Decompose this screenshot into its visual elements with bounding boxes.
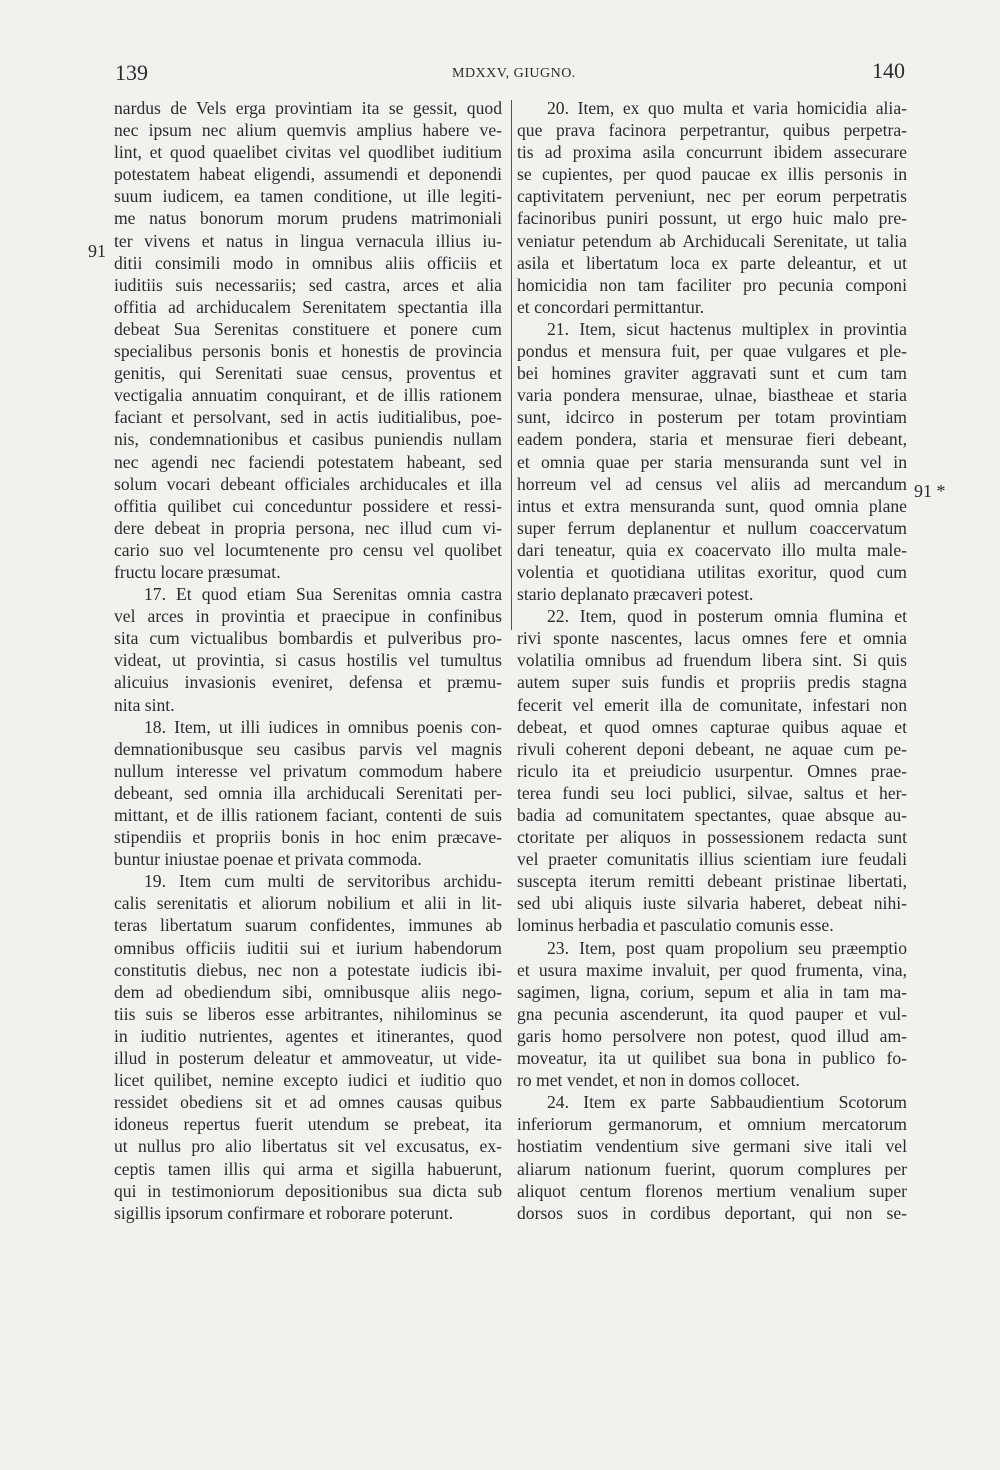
text-line: ut nullus pro alio libertatus sit vel excusatus, ex- <box>114 1136 502 1157</box>
text-line: inferiorum germanorum, et omnium mercatorum <box>517 1114 907 1135</box>
text-line: intus et extra mensuranda sunt, quod omnia plane <box>517 495 907 516</box>
text-line: vel praeter comunitatis illius scientiam iure feudali <box>517 849 907 870</box>
text-line: sita cum victualibus bombardis et pulveribus pro- <box>114 628 502 649</box>
text-line: faciant et persolvant, sed in actis iuditialibus, poe- <box>114 407 502 428</box>
text-line: facinoribus puniri possunt, ut ergo huic malo pre- <box>517 208 907 229</box>
text-line: suscepta iterum remitti debeant pristinae libertati, <box>517 871 907 892</box>
text-line: solum vocari debeant officiales archiducales et illa <box>114 473 502 494</box>
text-line: varia pondera mensurae, ulnae, biastheae et staria <box>517 385 907 406</box>
text-line: suum iudicem, ea tamen conditione, ut ille legiti- <box>114 186 502 207</box>
text-line: stario deplanato præcaveri potest. <box>517 584 754 605</box>
text-line: genitis, qui Serenitati suae census, proventus et <box>114 363 502 384</box>
text-line: tiis suis se liberos esse arbitrantes, nihilominus se <box>114 1003 502 1024</box>
text-line: et usura maxime invaluit, per quod frumenta, vina, <box>517 959 907 980</box>
text-line: qui in testimoniorum depositionibus sua dicta sub <box>114 1180 502 1201</box>
text-line: volatilia omnibus ad fruendum libera sint. Si quis <box>517 650 907 671</box>
text-line: dem ad obediendum sibi, omnibusque aliis nego- <box>114 981 502 1002</box>
text-line: dere debeat in propria persona, nec illud cum vi- <box>114 517 502 538</box>
text-line: alicuius invasionis eveniret, defensa et præmu- <box>114 672 502 693</box>
page-header <box>0 58 1000 88</box>
text-line: ceptis tamen illis qui arma et sigilla habuerunt, <box>114 1158 502 1179</box>
text-line: aliarum nationum fuerint, quorum complures per <box>517 1158 907 1179</box>
text-line: stipendiis et propriis bonis in hoc enim præcave- <box>114 827 502 848</box>
text-line: nis, condemnationibus et casibus puniendis nullam <box>114 429 502 450</box>
text-line: volentia et quotidiana utilitas exoritur, quod cum <box>517 561 907 582</box>
text-line: dorsos suos in cordibus deportant, qui non se- <box>517 1202 907 1223</box>
text-line: nullum interesse vel privatum commodum habere <box>114 760 502 781</box>
text-line: in iuditio nutrientes, agentes et itinerantes, quod <box>114 1025 502 1046</box>
text-line: terea fundi seu loci publici, silvae, saltus et her- <box>517 782 907 803</box>
text-line: videat, ut provintia, si casus hostilis vel tumultus <box>114 650 502 671</box>
text-line: captivitatem perveniunt, nec per eorum perpetratis <box>517 186 907 207</box>
text-line: vectigalia annuatim conquirant, et de illis rationem <box>114 385 502 406</box>
text-line: ressidet obediens sit et ad omnes causas quibus <box>114 1092 502 1113</box>
text-line: buntur iniustae poenae et privata commoda. <box>114 849 422 870</box>
text-line: eadem pondera, staria et mensurae fieri debeant, <box>517 429 907 450</box>
text-line: nec ipsum nec alium quemvis amplius habere ve- <box>114 120 502 141</box>
text-line: aliquot centum florenos mertium venalium super <box>517 1180 907 1201</box>
text-line: badia ad comunitatem spectantes, quae absque au- <box>517 805 907 825</box>
text-line: rivuli coherent deponi debeant, ne aquae cum pe- <box>517 738 907 759</box>
text-line: hostiatim vendentium sive germani sive itali vel <box>517 1136 907 1157</box>
running-title: MDXXV, GIUGNO. <box>452 66 576 81</box>
text-line: teras libertatum suarum confidentes, immunes ab <box>114 915 502 936</box>
text-line: se cupientes, per quod paucae ex illis personis in <box>517 164 907 185</box>
margin-note-left: 91 <box>88 241 106 261</box>
text-line: lint, et quod quaelibet civitas vel quodlibet iuditium <box>114 142 502 163</box>
text-line: debeant, sed omnia illa archiducali Serenitati per- <box>114 782 502 803</box>
text-line: fecerit vel emerit illa de comunitate, infestari non <box>517 694 907 715</box>
right-column <box>517 97 907 1224</box>
text-line: debeat Sua Serenitas constituere et ponere cum <box>114 318 502 339</box>
text-line: autem super suis fundis et propriis predis stagna <box>517 672 907 693</box>
text-line: ditii consimili modo in omnibus aliis officiis et <box>114 252 502 273</box>
text-line: vel arces in provintia et praecipue in confinibus <box>114 606 502 627</box>
text-line: debeat, et quod omnes capturae quibus aquae et <box>517 716 907 737</box>
text-line: sed ubi aliquis iuste silvaria haberet, debeat nihi- <box>517 893 907 914</box>
text-line: illud in posterum deleatur et ammoveatur, ut vide- <box>114 1048 502 1069</box>
text-line: offitia quilibet cui conceduntur possidere et ressi- <box>114 495 502 516</box>
text-line: demnationibusque seu casibus parvis vel magnis <box>114 738 502 759</box>
text-line: dari teneatur, quia ex coacervato illo multa male- <box>517 539 907 560</box>
text-line: mittant, et de illis rationem faciant, contenti de suis <box>114 805 502 825</box>
text-line: licet quilibet, nemine excepto iudici et iuditio quo <box>114 1070 502 1091</box>
text-line: que prava facinora perpetrantur, quibus perpetra- <box>517 120 907 141</box>
text-line: fructu locare præsumat. <box>114 561 281 582</box>
text-line: potestatem habeat eligendi, assumendi et deponendi <box>114 164 502 185</box>
text-line: 24. Item ex parte Sabbaudientium Scotorum <box>547 1092 907 1113</box>
text-line: specialibus personis bonis et honestis de provincia <box>114 341 502 362</box>
text-line: super ferrum deplanentur et nullum coaccervatum <box>517 517 907 538</box>
text-line: asila et libertatum loca ex parte deleantur, et ut <box>517 252 907 273</box>
text-line: ter vivens et natus in lingua vernacula illius iu- <box>114 230 502 251</box>
text-line: idoneus repertus fuerit utendum se prebeat, ita <box>114 1114 502 1135</box>
text-line: sigillis ipsorum confirmare et roborare poterunt. <box>114 1202 454 1223</box>
text-line: 21. Item, sicut hactenus multiplex in provintia <box>547 318 907 339</box>
text-line: 22. Item, quod in posterum omnia flumina et <box>547 606 907 627</box>
text-line: et concordari permittantur. <box>517 296 705 317</box>
text-line: moveatur, ita ut quilibet sua bona in publico fo- <box>517 1048 907 1069</box>
text-line: bei homines graviter aggravati sunt et cum tam <box>517 363 907 384</box>
text-line: 18. Item, ut illi iudices in omnibus poenis con- <box>144 716 502 737</box>
text-line: garis homo persolvere non potest, quod illud am- <box>517 1025 907 1046</box>
text-line: 20. Item, ex quo multa et varia homicidia alia- <box>547 98 907 118</box>
text-line: nita sint. <box>114 694 175 715</box>
margin-note-right: 91 * <box>914 481 946 501</box>
text-line: omnibus officiis iuditii sui et iurium habendorum <box>114 937 502 958</box>
text-line: ctoritate per aliquos in possessionem redacta sunt <box>517 827 907 848</box>
text-line: lominus herbadia et pasculatio comunis esse. <box>517 915 834 936</box>
text-line: horreum vel ad census vel aliis ad mercandum <box>517 473 907 494</box>
text-line: gna pecunia ascenderunt, ita quod pauper et vul- <box>517 1003 907 1024</box>
text-line: veniatur petendum ab Archiducali Serenitate, ut talia <box>517 230 907 251</box>
text-line: pondus et mensura fuit, per quae vulgares et ple- <box>517 341 907 362</box>
text-line: constitutis diebus, nec non a potestate iudicis ibi- <box>114 959 502 980</box>
text-line: et omnia quae per staria mensuranda sunt vel in <box>517 451 907 472</box>
column-divider <box>511 100 512 630</box>
text-line: homicidia non tam faciliter pro pecunia componi <box>517 274 907 295</box>
text-line: 19. Item cum multi de servitoribus archidu- <box>144 871 502 892</box>
page-number-right: 140 <box>872 58 905 83</box>
left-column <box>114 97 502 1224</box>
text-line: me natus bonorum morum prudens matrimoniali <box>114 208 502 229</box>
text-line: calis serenitatis et aliorum nobilium et alii in lit- <box>114 893 502 914</box>
text-line: rivi sponte nascentes, lacus omnes fere et omnia <box>517 628 907 649</box>
text-line: tis ad proxima asila concurrunt ibidem assecurare <box>517 142 907 163</box>
text-line: riculo ita et preiudicio usurpentur. Omnes prae- <box>517 760 907 781</box>
text-line: 23. Item, post quam propolium seu præemptio <box>547 937 907 958</box>
text-line: offitia ad archiducalem Serenitatem spectantia illa <box>114 296 502 317</box>
text-line: 17. Et quod etiam Sua Serenitas omnia castra <box>144 584 502 605</box>
text-line: iuditiis suis necessariis; sed castra, arces et alia <box>114 274 502 295</box>
text-line: nardus de Vels erga provintiam ita se gessit, quod <box>114 98 502 118</box>
text-line: nec agendi nec faciendi potestatem habeant, sed <box>114 451 502 472</box>
text-line: cario suo vel locumtenente pro censu vel quolibet <box>114 539 502 560</box>
text-line: ro met vendet, et non in domos collocet. <box>517 1070 800 1091</box>
page-number-left: 139 <box>115 60 148 85</box>
text-line: sunt, idcirco in posterum per totam provintiam <box>517 407 907 428</box>
text-line: sagimen, ligna, corium, sepum et alia in tam ma- <box>517 981 907 1002</box>
